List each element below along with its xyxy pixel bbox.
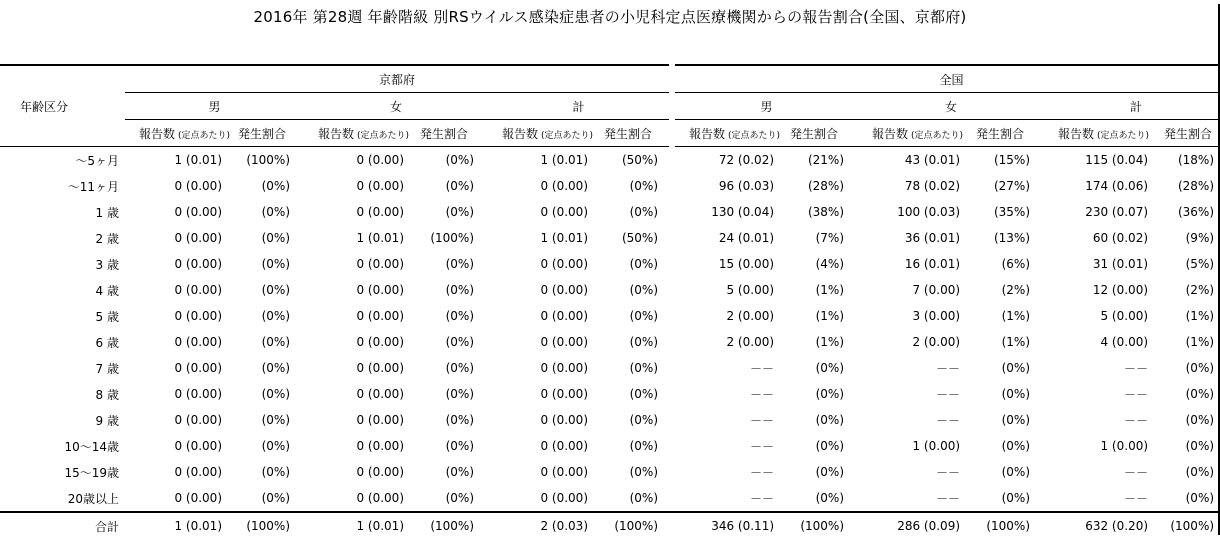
count-cell: －－ bbox=[1124, 361, 1149, 376]
ratio-cell: (0%) bbox=[445, 335, 474, 349]
age-label: 8 歳 bbox=[95, 387, 119, 402]
ratio-cell: (0%) bbox=[1001, 387, 1031, 401]
count-label: 報告数 bbox=[872, 126, 909, 141]
ratio-cell: (100%) bbox=[236, 512, 304, 539]
count-cell: 0 (0.00) bbox=[356, 439, 404, 453]
table-row bbox=[0, 355, 1220, 381]
ratio-cell: (0%) bbox=[629, 387, 659, 401]
ratio-cell: (0%) bbox=[1185, 361, 1215, 375]
per-sentinel-label: (定点あたり) bbox=[1097, 130, 1150, 141]
table-row bbox=[0, 277, 1220, 303]
ratio-cell: (0%) bbox=[261, 491, 290, 505]
count-cell: 1 (0.01) bbox=[540, 153, 588, 167]
count-cell: 1 (0.01) bbox=[304, 512, 418, 539]
ratio-cell: (0%) bbox=[815, 491, 845, 505]
count-cell: 2 (0.00) bbox=[726, 335, 775, 349]
ratio-cell: (0%) bbox=[261, 335, 290, 349]
ratio-cell: (0%) bbox=[261, 179, 290, 193]
table-row bbox=[0, 381, 1220, 407]
count-cell: －－ bbox=[1124, 387, 1149, 402]
count-cell: 7 (0.00) bbox=[912, 283, 961, 297]
ratio-cell: (36%) bbox=[1177, 205, 1215, 219]
age-label: 2 歳 bbox=[95, 231, 119, 246]
ratio-cell: (100%) bbox=[430, 231, 474, 245]
count-cell: 12 (0.00) bbox=[1092, 283, 1149, 297]
ratio-cell: (0%) bbox=[445, 387, 474, 401]
count-cell: 0 (0.00) bbox=[356, 257, 404, 271]
ratio-cell: (0%) bbox=[629, 257, 659, 271]
ratio-cell: (0%) bbox=[629, 413, 659, 427]
sex-header: 男 bbox=[672, 93, 858, 120]
count-cell: 0 (0.00) bbox=[174, 361, 222, 375]
ratio-cell: (0%) bbox=[261, 231, 290, 245]
count-cell: 0 (0.00) bbox=[174, 205, 222, 219]
count-cell: 4 (0.00) bbox=[1100, 335, 1149, 349]
age-label: ～11ヶ月 bbox=[67, 179, 119, 194]
count-cell: 1 (0.00) bbox=[1100, 439, 1149, 453]
count-header bbox=[672, 120, 788, 147]
ratio-cell: (100%) bbox=[974, 512, 1044, 539]
count-cell: 5 (0.00) bbox=[726, 283, 775, 297]
count-cell: 0 (0.00) bbox=[540, 413, 588, 427]
ratio-cell: (0%) bbox=[445, 361, 474, 375]
count-cell: 1 (0.01) bbox=[356, 231, 404, 245]
sex-header: 男 bbox=[125, 93, 304, 120]
ratio-cell: (27%) bbox=[993, 179, 1031, 193]
ratio-cell: (0%) bbox=[629, 361, 659, 375]
count-cell: 31 (0.01) bbox=[1092, 257, 1149, 271]
count-cell: 0 (0.00) bbox=[356, 465, 404, 479]
count-cell: 0 (0.00) bbox=[174, 309, 222, 323]
ratio-cell: (7%) bbox=[815, 231, 845, 245]
ratio-cell: (0%) bbox=[261, 283, 290, 297]
count-cell: －－ bbox=[936, 413, 961, 428]
table-row bbox=[0, 225, 1220, 251]
count-header bbox=[125, 120, 236, 147]
ratio-cell: (0%) bbox=[445, 413, 474, 427]
ratio-cell: (18%) bbox=[1177, 153, 1215, 167]
ratio-cell: (0%) bbox=[445, 179, 474, 193]
count-cell: 2 (0.03) bbox=[488, 512, 602, 539]
count-label: 報告数 bbox=[689, 126, 726, 141]
table-row bbox=[0, 459, 1220, 485]
ratio-cell: (1%) bbox=[1185, 309, 1215, 323]
ratio-cell: (0%) bbox=[1001, 439, 1031, 453]
ratio-cell: (100%) bbox=[788, 512, 858, 539]
ratio-cell: (1%) bbox=[815, 283, 845, 297]
ratio-cell: (0%) bbox=[629, 205, 659, 219]
ratio-cell: (0%) bbox=[629, 309, 659, 323]
ratio-cell: (0%) bbox=[261, 439, 290, 453]
ratio-cell: (0%) bbox=[445, 205, 474, 219]
ratio-cell: (0%) bbox=[815, 387, 845, 401]
ratio-cell: (100%) bbox=[418, 512, 488, 539]
ratio-cell: (0%) bbox=[629, 465, 659, 479]
count-cell: －－ bbox=[936, 491, 961, 506]
per-sentinel-label: (定点あたり) bbox=[728, 130, 781, 141]
count-cell: 16 (0.01) bbox=[904, 257, 961, 271]
count-cell: 2 (0.00) bbox=[726, 309, 775, 323]
count-cell: 43 (0.01) bbox=[904, 153, 961, 167]
ratio-cell: (0%) bbox=[815, 413, 845, 427]
count-cell: 1 (0.00) bbox=[912, 439, 961, 453]
count-cell: 0 (0.00) bbox=[356, 309, 404, 323]
age-label: 6 歳 bbox=[95, 335, 119, 350]
count-cell: －－ bbox=[1124, 413, 1149, 428]
ratio-cell: (35%) bbox=[993, 205, 1031, 219]
count-cell: 0 (0.00) bbox=[540, 361, 588, 375]
ratio-cell: (100%) bbox=[246, 153, 290, 167]
count-cell: 0 (0.00) bbox=[356, 153, 404, 167]
count-label: 報告数 bbox=[318, 126, 355, 141]
count-cell: －－ bbox=[750, 361, 775, 376]
count-label: 報告数 bbox=[502, 126, 539, 141]
count-cell: 0 (0.00) bbox=[174, 335, 222, 349]
per-sentinel-label: (定点あたり) bbox=[178, 130, 231, 141]
table-row bbox=[0, 433, 1220, 459]
count-cell: 0 (0.00) bbox=[540, 257, 588, 271]
table-row bbox=[0, 147, 1220, 174]
region-header-kyoto: 京都府 bbox=[125, 65, 672, 93]
count-cell: 230 (0.07) bbox=[1085, 205, 1149, 219]
ratio-cell: (2%) bbox=[1001, 283, 1031, 297]
ratio-cell: (0%) bbox=[445, 153, 474, 167]
count-cell: －－ bbox=[1124, 491, 1149, 506]
ratio-cell: (13%) bbox=[993, 231, 1031, 245]
ratio-cell: (0%) bbox=[1001, 361, 1031, 375]
sex-header: 計 bbox=[488, 93, 672, 120]
count-cell: 0 (0.00) bbox=[356, 335, 404, 349]
ratio-cell: (0%) bbox=[629, 179, 659, 193]
ratio-cell: (0%) bbox=[1185, 387, 1215, 401]
ratio-cell: (4%) bbox=[815, 257, 845, 271]
ratio-cell: (1%) bbox=[1001, 335, 1031, 349]
ratio-cell: (6%) bbox=[1001, 257, 1031, 271]
count-cell: 0 (0.00) bbox=[174, 413, 222, 427]
per-sentinel-label: (定点あたり) bbox=[541, 130, 594, 141]
ratio-cell: (0%) bbox=[445, 439, 474, 453]
ratio-cell: (0%) bbox=[629, 491, 659, 505]
ratio-cell: (0%) bbox=[445, 465, 474, 479]
count-cell: 632 (0.20) bbox=[1044, 512, 1162, 539]
count-cell: －－ bbox=[750, 413, 775, 428]
sex-header: 女 bbox=[304, 93, 488, 120]
count-cell: 36 (0.01) bbox=[904, 231, 961, 245]
count-cell: 1 (0.01) bbox=[174, 153, 222, 167]
ratio-cell: (0%) bbox=[629, 439, 659, 453]
ratio-header: 発生割合 bbox=[602, 120, 672, 147]
ratio-header: 発生割合 bbox=[418, 120, 488, 147]
ratio-cell: (0%) bbox=[815, 465, 845, 479]
count-cell: －－ bbox=[936, 387, 961, 402]
count-cell: 72 (0.02) bbox=[718, 153, 775, 167]
ratio-cell: (0%) bbox=[629, 283, 659, 297]
count-cell: 3 (0.00) bbox=[912, 309, 961, 323]
count-cell: 60 (0.02) bbox=[1092, 231, 1149, 245]
count-cell: 130 (0.04) bbox=[711, 205, 775, 219]
ratio-cell: (0%) bbox=[261, 205, 290, 219]
count-cell: 2 (0.00) bbox=[912, 335, 961, 349]
count-cell: 0 (0.00) bbox=[174, 387, 222, 401]
ratio-cell: (0%) bbox=[815, 361, 845, 375]
count-cell: 15 (0.00) bbox=[718, 257, 775, 271]
count-cell: 0 (0.00) bbox=[174, 465, 222, 479]
ratio-cell: (100%) bbox=[1162, 512, 1220, 539]
count-label: 報告数 bbox=[1058, 126, 1095, 141]
ratio-cell: (38%) bbox=[807, 205, 845, 219]
ratio-cell: (0%) bbox=[1001, 491, 1031, 505]
count-header bbox=[858, 120, 974, 147]
ratio-cell: (0%) bbox=[1001, 465, 1031, 479]
table-row bbox=[0, 329, 1220, 355]
ratio-cell: (0%) bbox=[815, 439, 845, 453]
count-cell: 174 (0.06) bbox=[1085, 179, 1149, 193]
per-sentinel-label: (定点あたり) bbox=[911, 130, 964, 141]
count-cell: 0 (0.00) bbox=[174, 283, 222, 297]
ratio-cell: (0%) bbox=[445, 283, 474, 297]
ratio-cell: (0%) bbox=[261, 413, 290, 427]
table-row bbox=[0, 173, 1220, 199]
ratio-cell: (0%) bbox=[261, 465, 290, 479]
ratio-cell: (0%) bbox=[1001, 413, 1031, 427]
count-cell: 5 (0.00) bbox=[1100, 309, 1149, 323]
ratio-header: 発生割合 bbox=[236, 120, 304, 147]
ratio-cell: (28%) bbox=[807, 179, 845, 193]
age-label: 20歳以上 bbox=[67, 491, 119, 506]
ratio-header: 発生割合 bbox=[788, 120, 858, 147]
count-cell: 0 (0.00) bbox=[540, 439, 588, 453]
ratio-cell: (0%) bbox=[261, 309, 290, 323]
ratio-cell: (0%) bbox=[261, 361, 290, 375]
count-cell: －－ bbox=[750, 491, 775, 506]
count-cell: 0 (0.00) bbox=[356, 283, 404, 297]
count-cell: －－ bbox=[936, 465, 961, 480]
count-cell: 1 (0.01) bbox=[125, 512, 236, 539]
age-label: 合計 bbox=[0, 512, 125, 539]
ratio-cell: (21%) bbox=[807, 153, 845, 167]
count-cell: 0 (0.00) bbox=[356, 387, 404, 401]
table-row bbox=[0, 485, 1220, 512]
count-cell: 78 (0.02) bbox=[904, 179, 961, 193]
count-cell: 0 (0.00) bbox=[174, 179, 222, 193]
ratio-cell: (0%) bbox=[445, 257, 474, 271]
ratio-cell: (1%) bbox=[815, 309, 845, 323]
ratio-cell: (1%) bbox=[1001, 309, 1031, 323]
ratio-cell: (50%) bbox=[621, 153, 659, 167]
count-cell: －－ bbox=[750, 387, 775, 402]
ratio-cell: (0%) bbox=[261, 387, 290, 401]
ratio-cell: (100%) bbox=[602, 512, 672, 539]
sex-header: 女 bbox=[858, 93, 1044, 120]
region-header-national: 全国 bbox=[672, 65, 1220, 93]
ratio-cell: (1%) bbox=[1185, 335, 1215, 349]
count-cell: 0 (0.00) bbox=[540, 387, 588, 401]
ratio-cell: (0%) bbox=[1185, 491, 1215, 505]
count-cell: 115 (0.04) bbox=[1085, 153, 1149, 167]
count-cell: 0 (0.00) bbox=[174, 439, 222, 453]
count-cell: 0 (0.00) bbox=[356, 491, 404, 505]
count-cell: 0 (0.00) bbox=[174, 231, 222, 245]
count-cell: 0 (0.00) bbox=[540, 205, 588, 219]
ratio-cell: (0%) bbox=[445, 491, 474, 505]
age-label: ～5ヶ月 bbox=[75, 153, 119, 168]
count-cell: 0 (0.00) bbox=[540, 179, 588, 193]
age-label: 3 歳 bbox=[95, 257, 119, 272]
ratio-cell: (1%) bbox=[815, 335, 845, 349]
count-cell: 0 (0.00) bbox=[174, 257, 222, 271]
ratio-cell: (0%) bbox=[445, 309, 474, 323]
table-row bbox=[0, 407, 1220, 433]
count-cell: －－ bbox=[750, 439, 775, 454]
ratio-cell: (5%) bbox=[1185, 257, 1215, 271]
count-cell: 346 (0.11) bbox=[672, 512, 788, 539]
count-header bbox=[304, 120, 418, 147]
ratio-cell: (0%) bbox=[1185, 465, 1215, 479]
ratio-cell: (28%) bbox=[1177, 179, 1215, 193]
ratio-cell: (0%) bbox=[261, 257, 290, 271]
age-label: 15～19歳 bbox=[64, 465, 119, 480]
count-cell: 100 (0.03) bbox=[897, 205, 961, 219]
count-cell: 0 (0.00) bbox=[174, 491, 222, 505]
count-cell: 1 (0.01) bbox=[540, 231, 588, 245]
count-cell: 0 (0.00) bbox=[540, 465, 588, 479]
count-cell: －－ bbox=[1124, 465, 1149, 480]
count-cell: 0 (0.00) bbox=[540, 335, 588, 349]
per-sentinel-label: (定点あたり) bbox=[357, 130, 410, 141]
ratio-cell: (2%) bbox=[1185, 283, 1215, 297]
count-header bbox=[1044, 120, 1162, 147]
count-cell: 0 (0.00) bbox=[356, 205, 404, 219]
table-row bbox=[0, 199, 1220, 225]
count-cell: 0 (0.00) bbox=[356, 361, 404, 375]
ratio-header: 発生割合 bbox=[1162, 120, 1220, 147]
count-label: 報告数 bbox=[139, 126, 176, 141]
age-column-header: 年齢区分 bbox=[0, 65, 125, 147]
ratio-cell: (0%) bbox=[629, 335, 659, 349]
age-label: 1 歳 bbox=[95, 205, 119, 220]
count-cell: 0 (0.00) bbox=[356, 413, 404, 427]
count-cell: 96 (0.03) bbox=[718, 179, 775, 193]
count-cell: 0 (0.00) bbox=[540, 309, 588, 323]
page-title: 2016年 第28週 年齢階級 別RSウイルス感染症患者の小児科定点医療機関からの報告割合(全国、京都府) bbox=[253, 8, 967, 26]
age-label: 7 歳 bbox=[95, 361, 119, 376]
sex-header: 計 bbox=[1044, 93, 1220, 120]
report-table bbox=[0, 64, 1220, 539]
age-label: 5 歳 bbox=[95, 309, 119, 324]
ratio-cell: (9%) bbox=[1185, 231, 1215, 245]
table-row bbox=[0, 251, 1220, 277]
table-row bbox=[0, 303, 1220, 329]
count-cell: 24 (0.01) bbox=[718, 231, 775, 245]
age-label: 4 歳 bbox=[95, 283, 119, 298]
ratio-cell: (15%) bbox=[993, 153, 1031, 167]
ratio-cell: (0%) bbox=[1185, 413, 1215, 427]
count-cell: －－ bbox=[750, 465, 775, 480]
count-cell: 286 (0.09) bbox=[858, 512, 974, 539]
age-label: 10～14歳 bbox=[64, 439, 119, 454]
age-label: 9 歳 bbox=[95, 413, 119, 428]
count-cell: 0 (0.00) bbox=[540, 491, 588, 505]
ratio-header: 発生割合 bbox=[974, 120, 1044, 147]
ratio-cell: (0%) bbox=[1185, 439, 1215, 453]
count-cell: 0 (0.00) bbox=[540, 283, 588, 297]
count-header bbox=[488, 120, 602, 147]
count-cell: 0 (0.00) bbox=[356, 179, 404, 193]
ratio-cell: (50%) bbox=[621, 231, 659, 245]
count-cell: －－ bbox=[936, 361, 961, 376]
